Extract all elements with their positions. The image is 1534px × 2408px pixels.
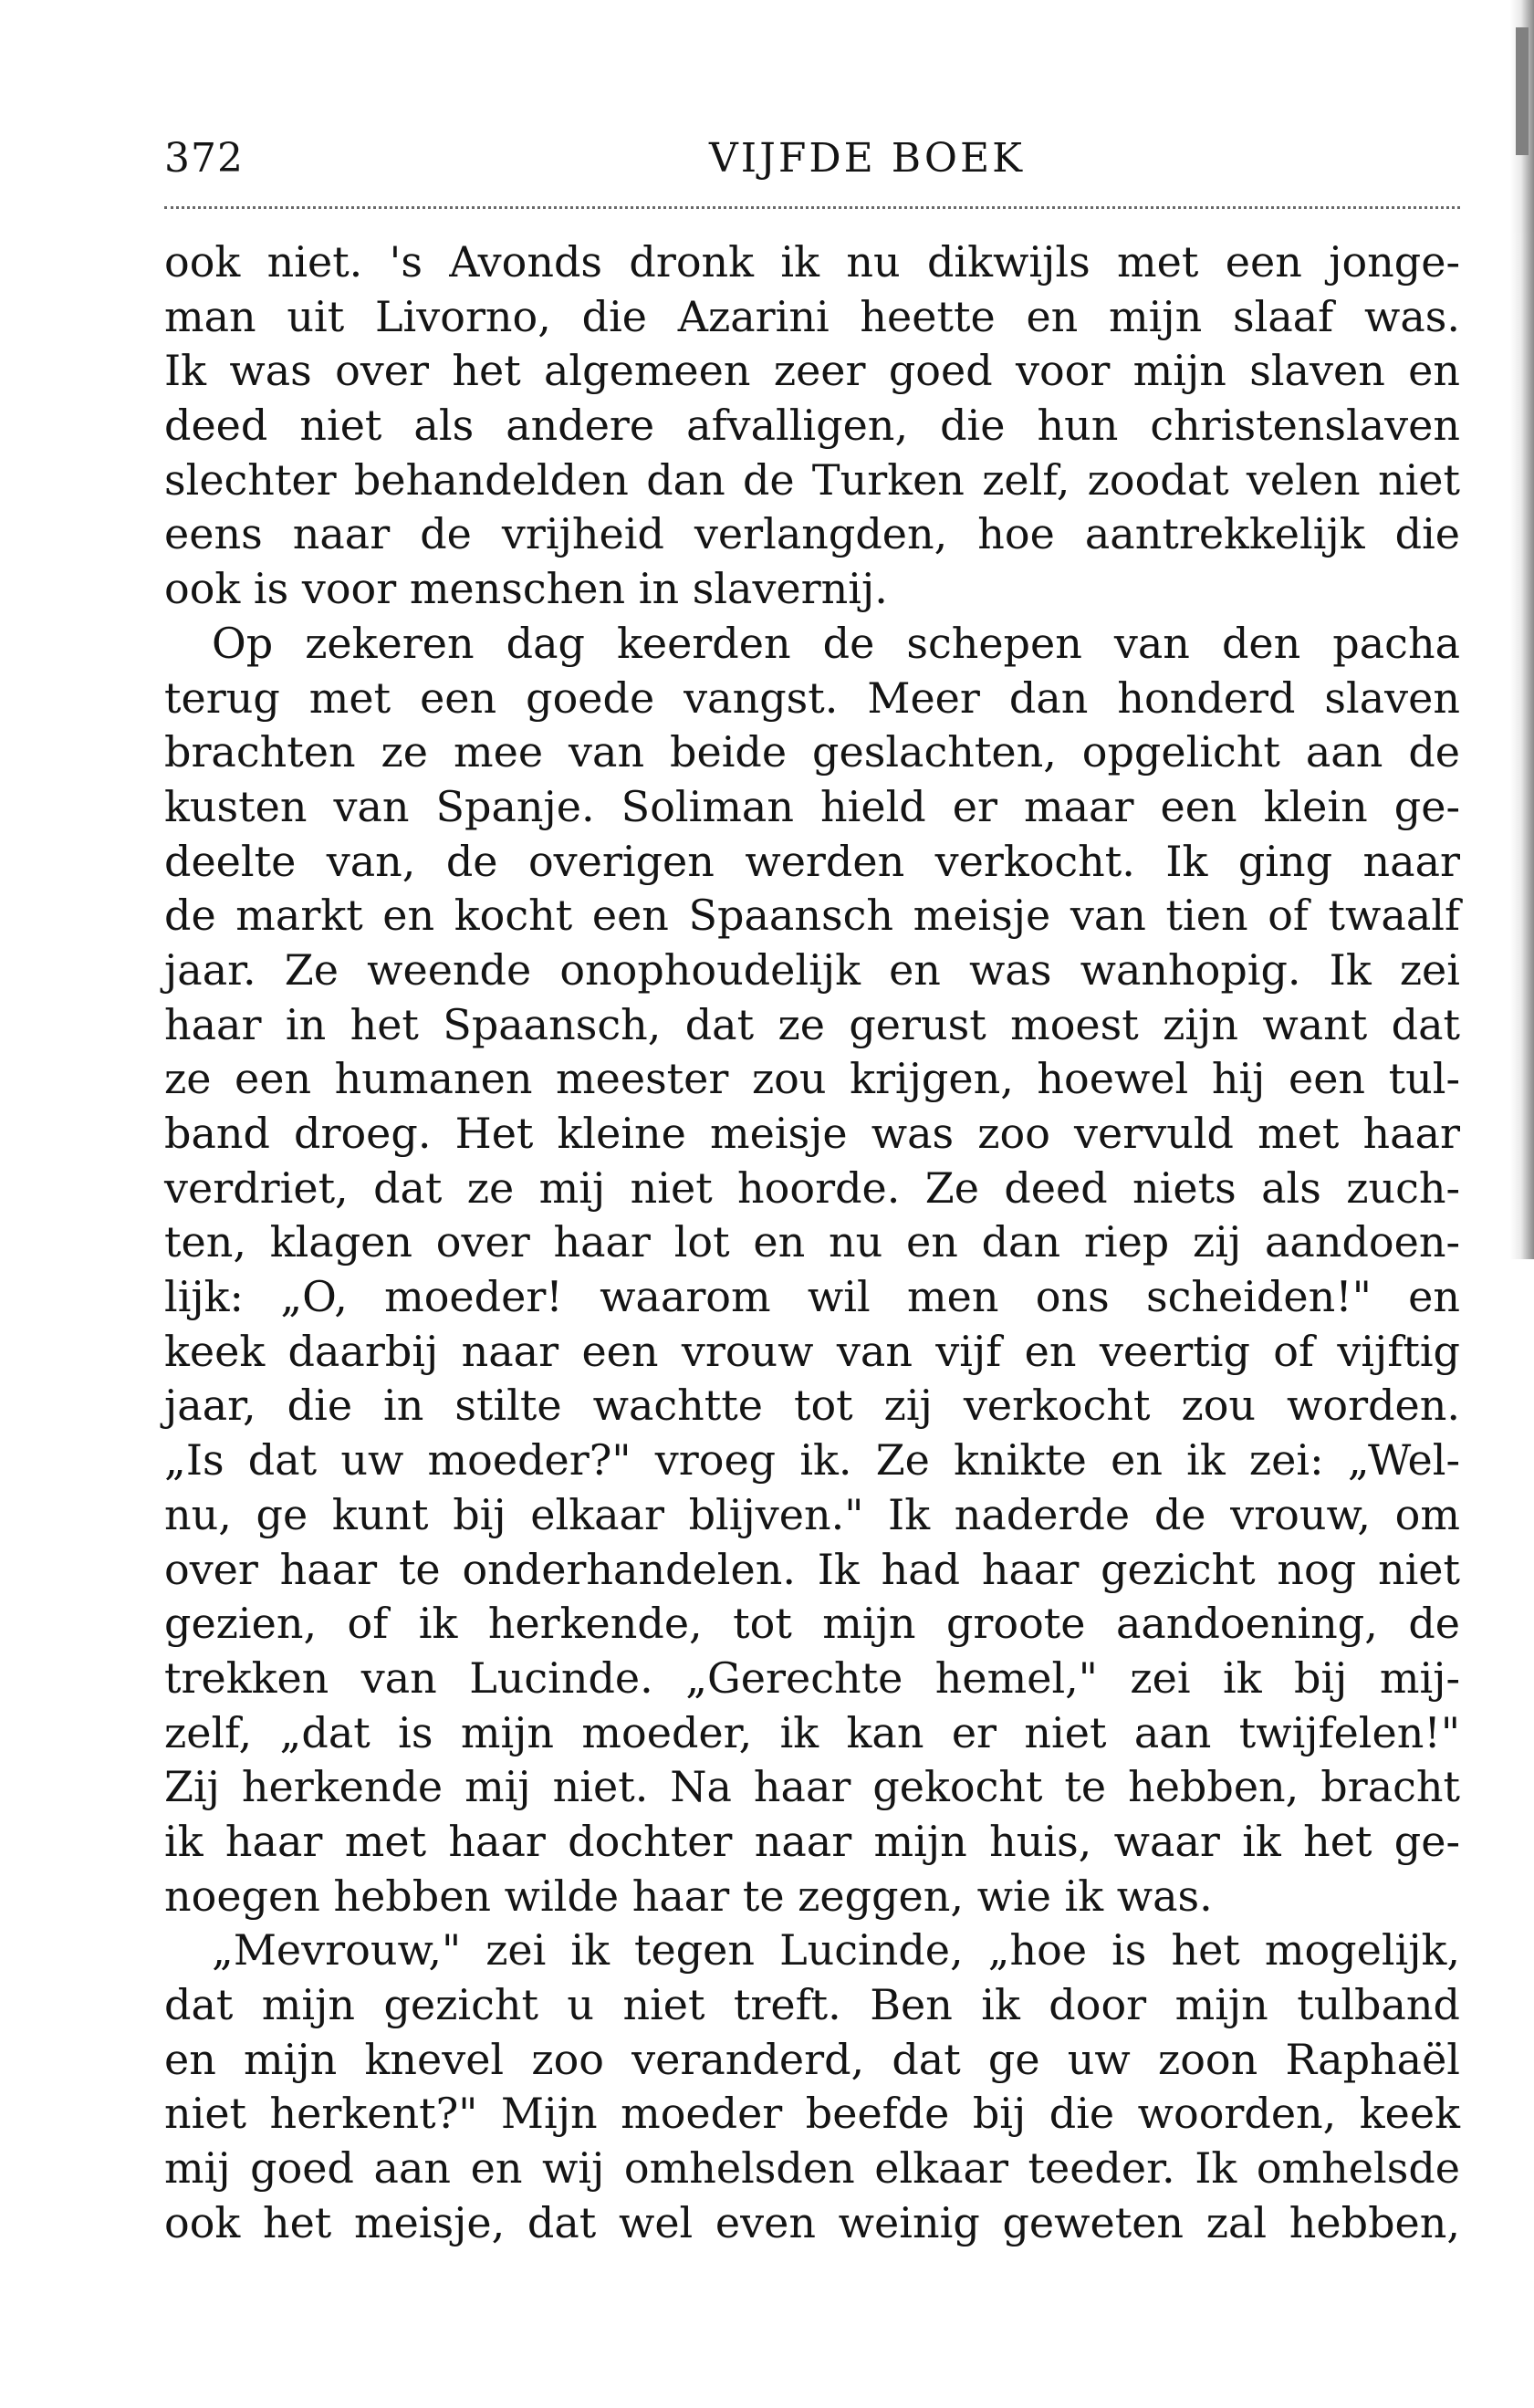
text-line: ook niet. 's Avonds dronk ik nu dikwijls met een jonge- bbox=[164, 237, 1460, 287]
text-line: jaar, die in stilte wachtte tot zij verkocht zou worden. bbox=[164, 1381, 1460, 1431]
text-line: slechter behandelden dan de Turken zelf, zoodat velen niet bbox=[164, 454, 1460, 505]
text-line: dat mijn gezicht u niet treft. Ben ik door mijn tulband bbox=[164, 1980, 1460, 2029]
page-header bbox=[164, 128, 1460, 192]
text-line: ook is voor menschen in slavernij. bbox=[164, 564, 888, 614]
text-line: Zij herkende mij niet. Na haar gekocht te hebben, bracht bbox=[164, 1762, 1460, 1812]
text-line: nu, ge kunt bij elkaar blijven." Ik naderde de vrouw, om bbox=[164, 1489, 1460, 1539]
text-line: deelte van, de overigen werden verkocht. Ik ging naar bbox=[164, 836, 1460, 886]
text-line: mij goed aan en wij omhelsden elkaar teeder. Ik omhelsde bbox=[164, 2143, 1460, 2194]
text-line: ten, klagen over haar lot en nu en dan riep zij aandoen- bbox=[164, 1217, 1460, 1267]
paragraph-start-line: Op zekeren dag keerden de schepen van den pacha bbox=[212, 618, 1460, 668]
text-line: Ik was over het algemeen zeer goed voor mijn slaven en bbox=[164, 346, 1460, 396]
text-line: trekken van Lucinde. „Gerechte hemel," zei ik bij mij- bbox=[164, 1652, 1460, 1703]
text-line: keek daarbij naar een vrouw van vijf en veertig of vijftig bbox=[164, 1326, 1460, 1376]
text-line: gezien, of ik herkende, tot mijn groote aandoening, de bbox=[164, 1599, 1460, 1649]
text-line: ze een humanen meester zou krijgen, hoewel hij een tul- bbox=[164, 1054, 1460, 1104]
paragraph-start-line: „Mevrouw," zei ik tegen Lucinde, „hoe is het mogelijk, bbox=[212, 1925, 1460, 1975]
text-line: kusten van Spanje. Soliman hield er maar een klein ge- bbox=[164, 781, 1460, 831]
text-line: niet herkent?" Mijn moeder beefde bij die woorden, keek bbox=[164, 2089, 1460, 2139]
text-line: terug met een goede vangst. Meer dan honderd slaven bbox=[164, 672, 1460, 723]
binding-mark bbox=[1516, 27, 1529, 155]
text-line: over haar te onderhandelen. Ik had haar gezicht nog niet bbox=[164, 1544, 1460, 1594]
page-edge-shadow bbox=[1510, 0, 1534, 1259]
text-line: lijk: „O, moeder! waarom wil men ons scheiden!" en bbox=[164, 1272, 1460, 1322]
body-text bbox=[164, 235, 1460, 2250]
header-rule bbox=[164, 206, 1460, 209]
text-line: ik haar met haar dochter naar mijn huis, waar ik het ge- bbox=[164, 1816, 1460, 1866]
text-line: „Is dat uw moeder?" vroeg ik. Ze knikte en ik zei: „Wel- bbox=[164, 1435, 1460, 1485]
text-line: verdriet, dat ze mij niet hoorde. Ze deed niets als zuch- bbox=[164, 1162, 1460, 1213]
text-line: jaar. Ze weende onophoudelijk en was wanhopig. Ik zei bbox=[164, 944, 1460, 995]
text-line: man uit Livorno, die Azarini heette en mijn slaaf was. bbox=[164, 291, 1460, 341]
page-number: 372 bbox=[164, 135, 244, 182]
text-line: band droeg. Het kleine meisje was zoo vervuld met haar bbox=[164, 1109, 1460, 1158]
running-head: VIJFDE BOEK bbox=[709, 135, 1025, 182]
text-line: en mijn knevel zoo veranderd, dat ge uw zoon Raphaël bbox=[164, 2034, 1460, 2084]
text-line: eens naar de vrijheid verlangden, hoe aantrekkelijk die bbox=[164, 509, 1460, 559]
text-line: deed niet als andere afvalligen, die hun christenslaven bbox=[164, 401, 1460, 451]
text-line: zelf, „dat is mijn moeder, ik kan er niet aan twijfelen!" bbox=[164, 1707, 1460, 1757]
text-line: de markt en kocht een Spaansch meisje van tien of twaalf bbox=[164, 891, 1460, 941]
text-line: haar in het Spaansch, dat ze gerust moest zijn want dat bbox=[164, 999, 1460, 1049]
text-line: ook het meisje, dat wel even weinig geweten zal hebben, bbox=[164, 2197, 1460, 2247]
text-line: noegen hebben wilde haar te zeggen, wie ik was. bbox=[164, 1871, 1213, 1921]
text-line: brachten ze mee van beide geslachten, opgelicht aan de bbox=[164, 727, 1460, 777]
